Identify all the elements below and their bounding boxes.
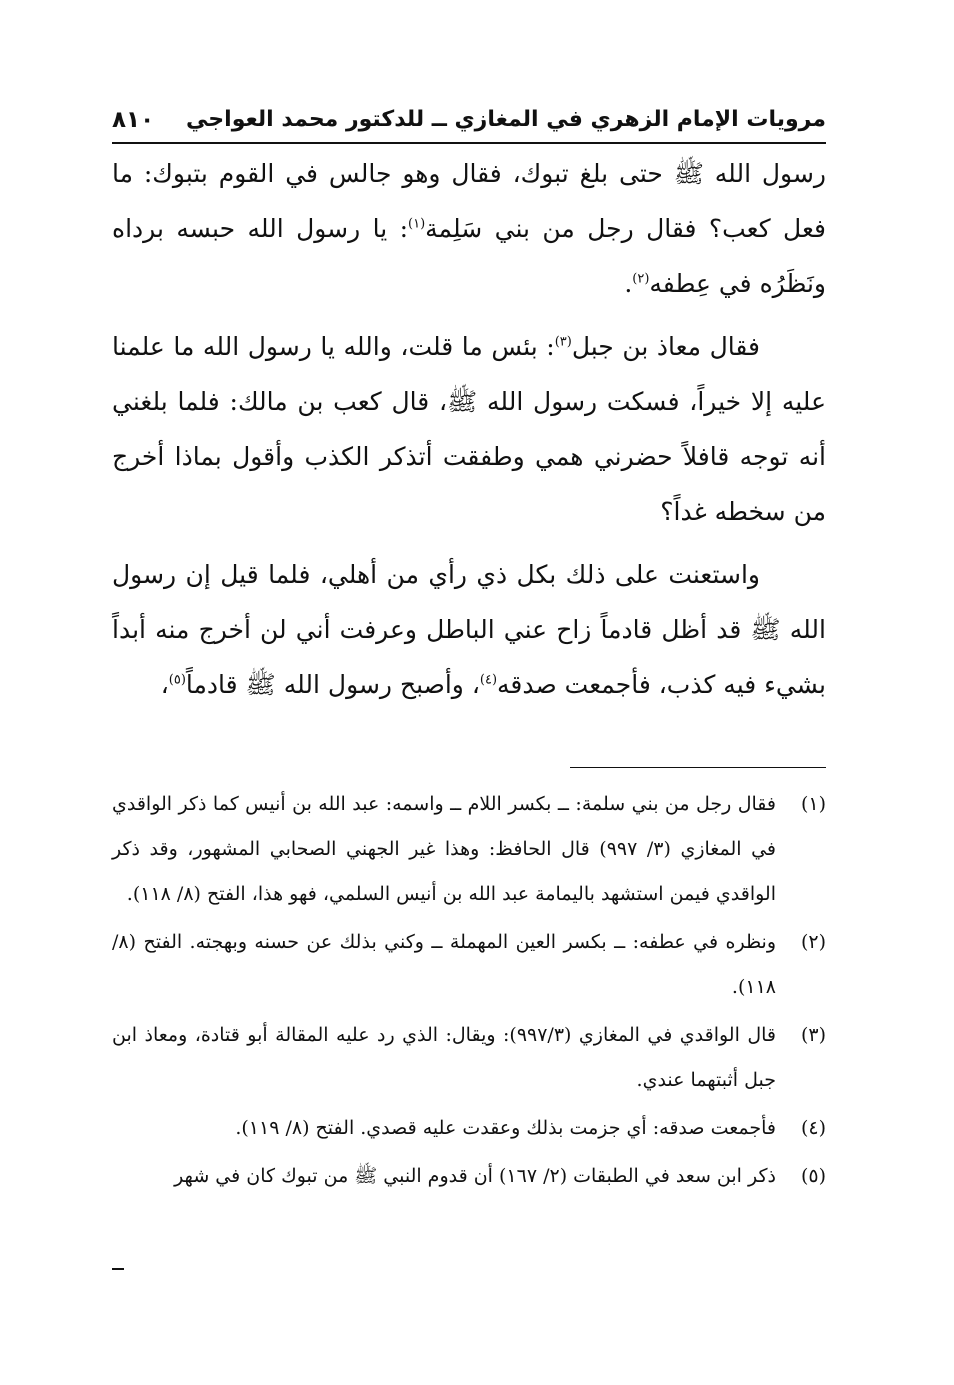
paragraph-text: . (624, 269, 633, 298)
running-header (112, 103, 826, 141)
footnote-number: (٤) (800, 1117, 826, 1139)
footnote-number: (٢) (800, 931, 826, 953)
continuation-dash (112, 1268, 124, 1270)
paragraph-1 (112, 146, 826, 311)
paragraph-text: ، وأصبح رسول الله ﷺ قادماً (185, 670, 480, 699)
paragraph-text: : بئس ما قلت، والله يا رسول الله ما علمنا عليه إلا خيراً، فسكت رسول الله ﷺ، قال كعب بن مالك: فلما بلغني أنه توجه قافلاً حضرني همي وطفقت أتذكر الكذب وأقول بماذا أخرج من سخطه غداً؟ (112, 332, 826, 526)
footnote-ref: (٤) (479, 672, 498, 688)
footnote-3 (112, 1013, 826, 1103)
paragraph-text: فقال معاذ بن جبل (571, 332, 760, 361)
footnote-text: فأجمعت صدقه: أي جزمت بذلك وعقدت عليه قصدي. الفتح (٨/ ١١٩). (235, 1117, 776, 1139)
footnote-2 (112, 920, 826, 1010)
footnote-1 (112, 782, 826, 917)
footnote-number: (٥) (800, 1165, 826, 1187)
header-divider (112, 142, 826, 144)
footnote-text: قال الواقدي في المغازي (٩٩٧/٣): ويقال: الذي رد عليه المقالة أبو قتادة، ومعاذ ابن جبل أثبتهما عندي. (112, 1024, 777, 1091)
footnote-number: (٣) (800, 1024, 826, 1046)
footnote-ref: (٢) (632, 271, 650, 287)
footnote-ref: (٥) (168, 672, 186, 688)
page-number: ٨١٠ (112, 107, 155, 133)
footnote-text: ذكر ابن سعد في الطبقات (٢/ ١٦٧) أن قدوم النبي ﷺ من تبوك كان في شهر (174, 1165, 776, 1187)
footnote-4 (112, 1106, 826, 1151)
paragraph-text: واستعنت على ذلك بكل ذي رأي من أهلي، فلما قيل إن رسول الله ﷺ قد أظل قادماً زاح عني الباطل وعرفت أني لن أخرج منه أبداً بشيء فيه كذب، فأجمعت صدقه (112, 560, 826, 699)
footnote-5 (112, 1154, 826, 1199)
paragraph-text: ، (160, 670, 169, 699)
footnote-ref: (١) (408, 216, 426, 232)
paragraph-text: رسول الله ﷺ حتى بلغ تبوك، فقال وهو جالس في القوم بتبوك: ما فعل كعب؟ فقال رجل من بني سَلِمة (112, 159, 826, 243)
footnote-number: (١) (800, 793, 826, 815)
footnote-text: فقال رجل من بني سلمة: ــ بكسر اللام ــ واسمه: عبد الله بن أنيس كما ذكر الواقدي في المغازي (٣/ ٩٩٧) قال الحافظ: وهذا غير الجهني الصحابي المشهور، وقد ذكر الواقدي فيمن استشهد باليمامة عبد الله بن أنيس السلمي، فهو هذا، الفتح (٨/ ١١٨). (112, 793, 776, 905)
paragraph-3 (112, 547, 826, 712)
paragraph-2 (112, 319, 826, 539)
running-header-title: مرويات الإمام الزهري في المغازي ــ للدكتور محمد العواجي (186, 107, 826, 132)
main-text (112, 146, 826, 720)
footnote-ref: (٣) (554, 334, 572, 350)
footnotes (112, 782, 826, 1202)
paragraph-text: : يا رسول الله حبسه برداه ونَظَرُه في عِطفه (112, 214, 826, 298)
footnote-separator (570, 767, 826, 768)
footnote-text: ونظره في عطفه: ــ بكسر العين المهملة ــ وكني بذلك عن حسنه وبهجته. الفتح (٨/ ١١٨). (112, 931, 776, 998)
